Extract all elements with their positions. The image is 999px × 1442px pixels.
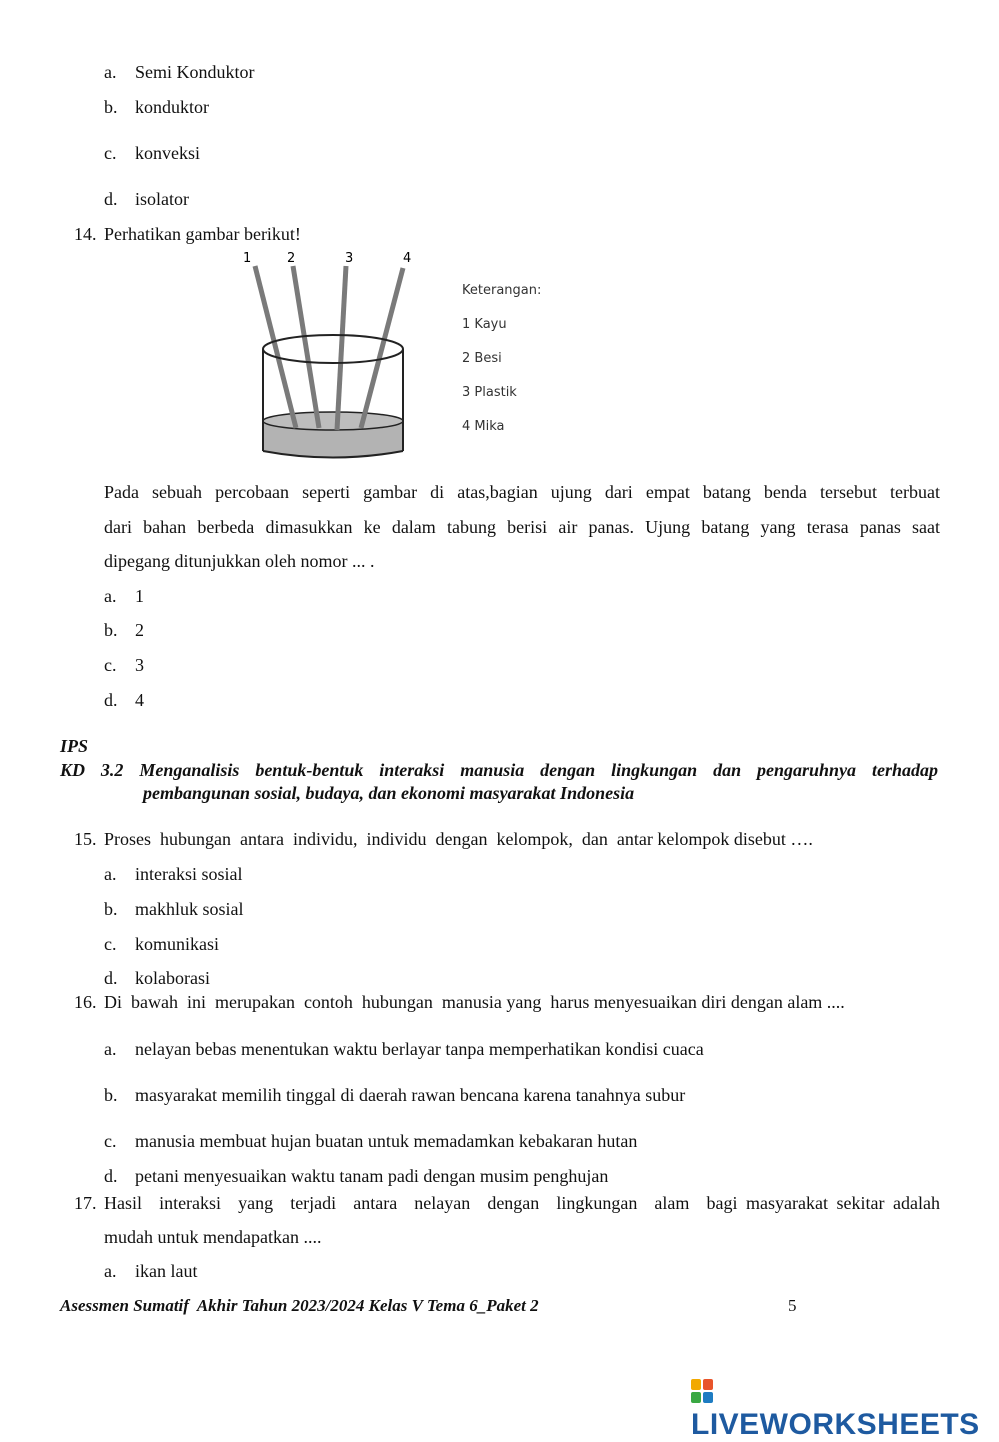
q14-number: 14.	[74, 224, 97, 244]
legend-item-plastik: 3 Plastik	[462, 385, 517, 400]
option-letter: c.	[104, 934, 117, 954]
q14-option-c[interactable]	[104, 655, 144, 676]
option-text: interaksi sosial	[135, 864, 243, 884]
q15-number: 15.	[74, 829, 97, 849]
legend-item-besi: 2 Besi	[462, 351, 502, 366]
q16-option-a[interactable]	[104, 1039, 704, 1060]
q13-option-d[interactable]	[104, 189, 189, 210]
option-letter: d.	[104, 189, 118, 209]
q16-number: 16.	[74, 992, 97, 1012]
liveworksheets-logo-icon	[691, 1379, 713, 1403]
q14-option-a[interactable]	[104, 586, 144, 607]
rod-3	[337, 266, 346, 430]
option-text: ikan laut	[135, 1261, 198, 1281]
option-letter: c.	[104, 143, 117, 163]
q15-prompt: Proses hubungan antara individu, individu dengan kelompok, dan antar kelompok disebut ….	[104, 829, 813, 849]
option-text: masyarakat memilih tinggal di daerah rawan bencana karena tanahnya subur	[135, 1085, 686, 1105]
option-text: kolaborasi	[135, 968, 210, 988]
q14-body-line-2: dari bahan berbeda dimasukkan ke dalam tabung berisi air panas. Ujung batang yang terasa panas saat	[104, 517, 940, 537]
option-letter: c.	[104, 655, 117, 675]
q17-line-2: mudah untuk mendapatkan ....	[104, 1227, 322, 1247]
rod-2	[293, 266, 319, 428]
kd-line-2: pembangunan sosial, budaya, dan ekonomi masyarakat Indonesia	[143, 783, 635, 803]
option-text: Semi Konduktor	[135, 62, 255, 82]
rod-1	[255, 266, 296, 428]
liveworksheets-logo[interactable]	[691, 1374, 999, 1442]
option-letter: d.	[104, 690, 118, 710]
q16-prompt: Di bawah ini merupakan contoh hubungan manusia yang harus menyesuaikan diri dengan alam ....	[104, 992, 845, 1012]
water-surface	[263, 412, 403, 430]
q13-option-b[interactable]	[104, 97, 209, 118]
q15-option-c[interactable]	[104, 934, 219, 955]
liveworksheets-logo-text: LIVEWORKSHEETS	[691, 1408, 980, 1441]
option-text: nelayan bebas menentukan waktu berlayar tanpa memperhatikan kondisi cuaca	[135, 1039, 704, 1059]
q17-number: 17.	[74, 1193, 97, 1213]
option-text: 4	[135, 690, 144, 710]
footer-title: Asessmen Sumatif Akhir Tahun 2023/2024 Kelas V Tema 6_Paket 2	[60, 1296, 539, 1315]
q16-option-c[interactable]	[104, 1131, 637, 1152]
option-letter: b.	[104, 97, 118, 117]
option-letter: a.	[104, 62, 117, 82]
subject-heading: IPS	[60, 736, 89, 756]
q14-option-b[interactable]	[104, 620, 144, 641]
q14-body-line-3: dipegang ditunjukkan oleh nomor ... .	[104, 551, 375, 571]
q15-option-a[interactable]	[104, 864, 242, 885]
q16-option-d[interactable]	[104, 1166, 608, 1187]
option-text: manusia membuat hujan buatan untuk memadamkan kebakaran hutan	[135, 1131, 638, 1151]
q17-option-a[interactable]	[104, 1261, 197, 1282]
legend-item-kayu: 1 Kayu	[462, 317, 507, 332]
option-letter: d.	[104, 968, 118, 988]
option-text: petani menyesuaikan waktu tanam padi dengan musim penghujan	[135, 1166, 609, 1186]
q14-option-d[interactable]	[104, 690, 144, 711]
rod-number-3: 3	[345, 251, 354, 266]
option-letter: a.	[104, 586, 117, 606]
option-letter: a.	[104, 864, 117, 884]
option-text: komunikasi	[135, 934, 219, 954]
beaker-figure	[225, 246, 425, 466]
option-text: konduktor	[135, 97, 209, 117]
q15-option-b[interactable]	[104, 899, 244, 920]
rod-number-2: 2	[287, 251, 296, 266]
option-text: makhluk sosial	[135, 899, 244, 919]
q13-option-c[interactable]	[104, 143, 200, 164]
q13-option-a[interactable]	[104, 62, 255, 83]
option-text: konveksi	[135, 143, 200, 163]
q15-option-d[interactable]	[104, 968, 210, 989]
option-letter: a.	[104, 1261, 117, 1281]
rod-4	[361, 268, 403, 428]
rod-number-1: 1	[243, 251, 252, 266]
option-letter: b.	[104, 620, 118, 640]
option-text: 1	[135, 586, 144, 606]
legend-item-mika: 4 Mika	[462, 419, 505, 434]
q16-option-b[interactable]	[104, 1085, 685, 1106]
option-letter: c.	[104, 1131, 117, 1151]
q14-prompt: Perhatikan gambar berikut!	[104, 224, 301, 244]
option-letter: b.	[104, 1085, 118, 1105]
page-number: 5	[788, 1296, 797, 1315]
kd-line-1: KD 3.2 Menganalisis bentuk-bentuk interaksi manusia dengan lingkungan dan pengaruhnya terhadap	[60, 760, 938, 780]
option-text: 3	[135, 655, 144, 675]
q14-body-line-1: Pada sebuah percobaan seperti gambar di atas,bagian ujung dari empat batang benda tersebut terbuat	[104, 482, 940, 502]
option-text: 2	[135, 620, 144, 640]
q17-line-1: Hasil interaksi yang terjadi antara nelayan dengan lingkungan alam bagi masyarakat sekitar adalah	[104, 1193, 940, 1213]
option-letter: d.	[104, 1166, 118, 1186]
option-letter: b.	[104, 899, 118, 919]
rod-number-4: 4	[403, 251, 412, 266]
option-letter: a.	[104, 1039, 117, 1059]
option-text: isolator	[135, 189, 189, 209]
legend-title: Keterangan:	[462, 283, 542, 298]
